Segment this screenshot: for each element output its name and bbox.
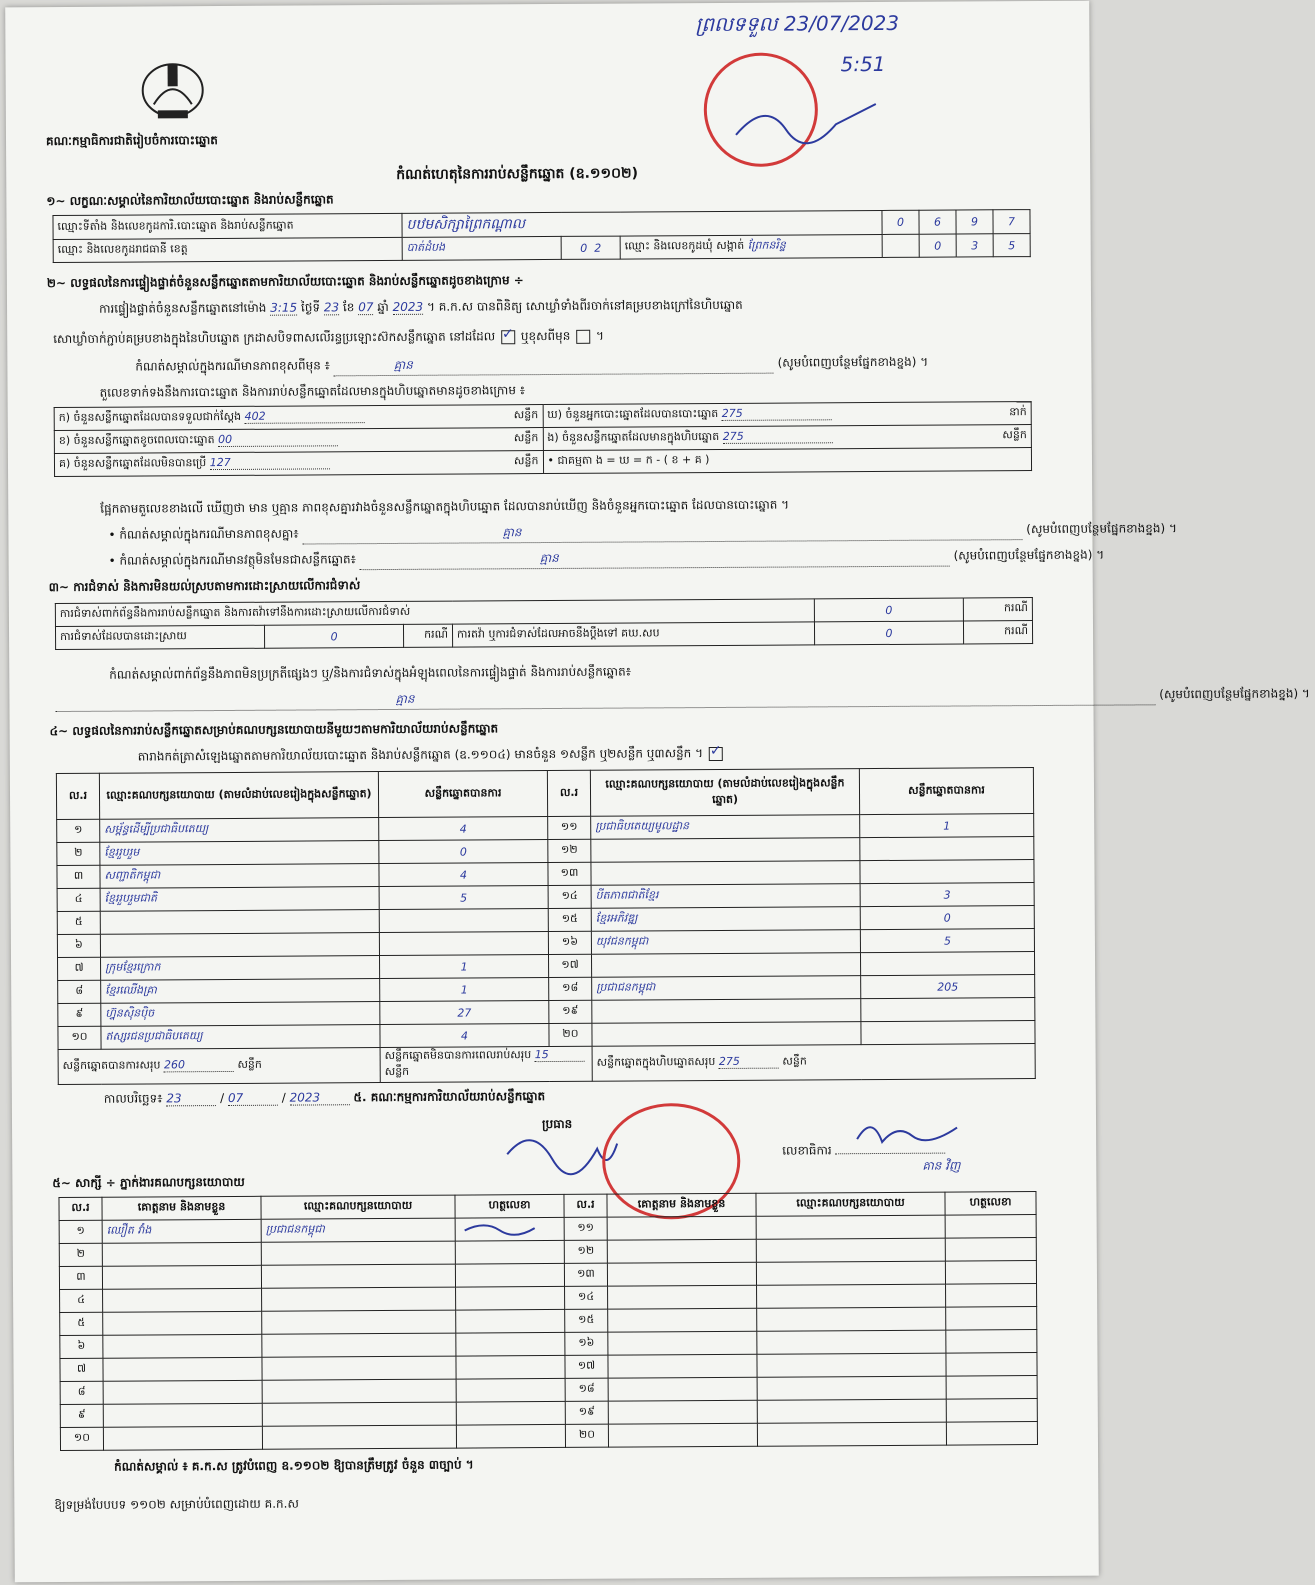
figure-d: ឃ) ចំនួនអ្នកបោះឆ្នោតដែលបានបោះឆ្នោត 275 នាក់: [543, 402, 1032, 428]
witness-row: ១ ឈឿត វាំង ប្រជាជនកម្ពុជា ១១: [59, 1215, 1036, 1244]
commune-cell: ឈ្មោះ និងលេខកូដឃុំ សង្កាត់ ព្រែកនរិន្ទ: [620, 234, 882, 259]
resolved-label: ការជំទាស់ដែលបានដោះស្រាយ: [55, 625, 264, 649]
commune-code-blank: [882, 234, 919, 257]
figure-formula: • ជាគម្មតា ង = ឃ = ក - ( ខ + គ ): [543, 448, 1032, 474]
w-col-party-r: ឈ្មោះគណបក្សនយោបាយ: [756, 1192, 945, 1216]
objections-table: [55, 597, 1033, 650]
secretary-name: គាន វិញ: [922, 1158, 961, 1173]
w-col-sign: ហត្ថលេខា: [455, 1194, 564, 1218]
figure-a: ក) ចំនួនសន្លឹកឆ្នោតដែលបានទទួលជាក់ស្តែង 402 សន្លឹក: [54, 405, 543, 431]
irregularity-note-line: គ្មាន (សូមបំពេញបន្ថែមផ្នែកខាងខ្នង) ។: [55, 685, 1310, 712]
received-time: 5:51: [840, 51, 886, 77]
committee-name: គណៈកម្មាធិការជាតិរៀបចំការបោះឆ្នោត: [45, 133, 218, 149]
station-label: ឈ្មោះទីតាំង និងលេខកូដការិ.បោះឆ្នោត និងរាប់សន្លឹកឆ្នោត: [53, 213, 402, 239]
w-col-no: ល.រ: [59, 1197, 102, 1220]
witness-row: ២ ១២: [59, 1238, 1036, 1267]
station-code-4: 7: [993, 210, 1030, 234]
witness-row: ៨ ១៨: [60, 1376, 1037, 1405]
col-party-right: ឈ្មោះគណបក្សនយោបាយ (តាមលំដាប់លេខរៀងក្នុងសន្លឹកឆ្នោត): [590, 769, 859, 817]
party-row: ៤ ខ្មែររួបរួមជាតិ 5 ១៤ បីតភាពជាតិខ្មែរ 3: [57, 883, 1034, 912]
figure-e: ង) ចំនួនសន្លឹកឆ្នោតដែលមានក្នុងហិបឆ្នោត 275 សន្លឹក: [543, 425, 1032, 451]
station-name: បឋមសិក្សាព្រៃកណ្តាល: [402, 210, 882, 237]
resolved-unit: ករណី: [403, 624, 452, 647]
col-votes-left: សន្លឹកឆ្នោតបានការ: [378, 771, 547, 818]
col-votes-right: សន្លឹកឆ្នោតបានការ: [859, 768, 1033, 815]
verification-line-2: សោឃ្លាំចាក់ភ្ជាប់គម្របខាងក្នុងនៃហិបឆ្នោត ក្រដាសបិទពាសលើរន្ធប្រឡោះស៊កសន្លឹកឆ្នោត នៅដដែល ✓ ឬខុសពីមុន ។: [53, 328, 604, 349]
total-valid: សន្លឹកឆ្នោតបានការសរុប 260 សន្លឹក: [58, 1048, 380, 1085]
party-row: ១០ ឥស្សរជនប្រជាធិបតេយ្យ 4 ២០: [58, 1021, 1035, 1050]
figure-c: គ) ចំនួនសន្លឹកឆ្នោតដែលមិនបានប្រើ 127 សន្លឹក: [54, 451, 543, 477]
witness-row: ៩ ១៩: [60, 1399, 1037, 1428]
footer-note: ឱ្យទម្រង់បែបបទ ១១០២ សម្រាប់បំពេញដោយ គ.ក.ស: [54, 1496, 299, 1513]
w-col-no-r: ល.រ: [564, 1194, 607, 1217]
witness-row: ៣ ១៣: [59, 1261, 1036, 1290]
col-no-left: ល.រ: [56, 773, 99, 819]
section1-heading: ១~ លក្ខណៈសម្គាល់នៃការិយាល័យបោះឆ្នោត និងរាប់សន្លឹកឆ្នោត: [46, 192, 334, 209]
party-row: ១ សម្ព័ន្ធដើម្បីប្រជាធិបតេយ្យ 4 ១១ ប្រជាធិបតេយ្យមូលដ្ឋាន 1: [57, 814, 1034, 843]
totals-row: [58, 1044, 1035, 1085]
different-checkbox[interactable]: [576, 329, 590, 343]
station-identity-table: [52, 209, 1030, 263]
section5-heading: ៥~ សាក្សី ÷ ភ្នាក់ងារគណបក្សនយោបាយ: [52, 1174, 245, 1191]
province-name: បាត់ដំបង: [402, 236, 561, 260]
objection-value: 0: [814, 598, 963, 622]
tally-sheet-intro: តារាងកត់ត្រាសំឡេងឆ្នោតតាមការិយាល័យបោះឆ្នោត និងរាប់សន្លឹកឆ្នោត (ឧ.១១០៤) មានចំនួន ១សន្លឹក ឬ២សន្លឹក ឬ៣សន្លឹក ។ ✓: [138, 745, 725, 767]
signing-date: កាលបរិច្ឆេទ៖ 23 / 07 / 2023 ៥. គណៈកម្មការការិយាល័យរាប់សន្លឹកឆ្នោត: [103, 1089, 546, 1106]
station-code-2: 6: [919, 210, 956, 234]
w-col-sign-r: ហត្ថលេខា: [945, 1192, 1036, 1216]
party-results-table: [56, 767, 1036, 1085]
province-label: ឈ្មោះ និងលេខកូដរាជធានី ខេត្ត: [53, 237, 402, 262]
appeal-value: 0: [814, 621, 963, 645]
chair-label: ប្រធាន: [541, 1116, 573, 1132]
commune-code-2: 3: [956, 234, 993, 257]
secretary-label: លេខាធិការ: [782, 1142, 945, 1161]
ballot-figures-table: [54, 401, 1032, 477]
irregularity-note: កំណត់សម្គាល់ពាក់ព័ន្ធនឹងភាពមិនប្រក្រតីផ្សេងៗ ឬ/និងការជំទាស់ក្នុងអំឡុងពេលនៃការផ្ទៀងផ្ទាត់ និងការរាប់សន្លឹកឆ្នោត៖: [109, 664, 631, 682]
nec-logo: [133, 54, 211, 124]
document-title: កំណត់ហេតុនៃការរាប់សន្លឹកឆ្នោត (ឧ.១១០២): [396, 165, 639, 183]
signature-top: [726, 94, 886, 159]
station-code-1: 0: [882, 210, 919, 234]
col-party-left: ឈ្មោះគណបក្សនយោបាយ (តាមលំដាប់លេខរៀងក្នុងសន្លឹកឆ្នោត): [99, 772, 378, 820]
same-checkbox[interactable]: [501, 330, 515, 344]
province-code: 0 2: [561, 236, 620, 259]
witness-row: ៧ ១៧: [60, 1353, 1037, 1382]
appeal-label: ការតវ៉ា ឬការជំទាស់ដែលអាចនឹងប្តឹងទៅ គឃ.សប: [452, 622, 814, 647]
section2-heading: ២~ លទ្ធផលនៃការផ្ទៀងផ្ទាត់ចំនួនសន្លឹកឆ្នោតតាមការិយាល័យបោះឆ្នោត និងរាប់សន្លឹកឆ្នោតដូចខាងក្រោម ÷: [46, 273, 524, 291]
witness-row: ៦ ១៦: [60, 1330, 1037, 1359]
secretary-signature: [852, 1114, 962, 1159]
received-note: ព្រលទទួល 23/07/2023: [695, 10, 900, 37]
appeal-unit: ករណី: [963, 621, 1032, 644]
party-row: ២ ខ្មែររួបរួម 0 ១២: [57, 837, 1034, 866]
w-col-name: គោត្តនាម និងនាមខ្លួន: [102, 1196, 261, 1220]
figures-intro: តួលេខទាក់ទងនឹងការបោះឆ្នោត និងការរាប់សន្លឹកឆ្នោតដែលមានក្នុងហិបឆ្នោតមានដូចខាងក្រោម ៖: [99, 383, 526, 400]
resolved-value: 0: [264, 624, 403, 648]
party-row: ៣ សញ្ជាតិកម្ពុជា 4 ១៣: [57, 860, 1034, 889]
col-no-right: ល.រ: [547, 770, 590, 816]
witness-signature: [460, 1220, 540, 1236]
commune-code-1: 0: [919, 234, 956, 257]
section4-heading: ៤~ លទ្ធផលនៃការរាប់សន្លឹកឆ្នោតសម្រាប់គណបក្សនយោបាយនីមួយៗតាមការិយាល័យរាប់សន្លឹកឆ្នោត: [49, 721, 499, 739]
total-in-box: សន្លឹកឆ្នោតក្នុងហិបឆ្នោតសរុប 275 សន្លឹក: [592, 1044, 1035, 1082]
w-col-name-r: គោត្តនាម និងនាមខ្លួន: [607, 1193, 756, 1217]
party-row: ៧ ក្រុមខ្មែរក្រោក 1 ១៧: [58, 952, 1035, 981]
party-row: ៥ ១៥ ខ្មែរអភិវឌ្ឍ 0: [57, 906, 1034, 935]
copies-note: កំណត់សម្គាល់ ៖ គ.ក.ស ត្រូវបំពេញ ឧ.១១០២ ឱ្យបានត្រឹមត្រូវ ចំនួន ៣ច្បាប់ ។: [114, 1457, 474, 1474]
commune-code-3: 5: [993, 234, 1030, 257]
witness-row: ៥ ១៥: [60, 1307, 1037, 1336]
objection-label: ការជំទាស់ពាក់ព័ន្ធនឹងការរាប់សន្លឹកឆ្នោត និងការតវ៉ាទៅនឹងការដោះស្រាយលើការជំទាស់: [55, 599, 814, 627]
party-row: ៨ ខ្មែរឈើងគ្រា 1 ១៨ ប្រជាជនកម្ពុជា 205: [58, 975, 1035, 1004]
witness-table: [58, 1191, 1038, 1451]
party-row: ៦ ១៦ យុវជនកម្ពុជា 5: [57, 929, 1034, 958]
party-row: ៩ ហ្វ៊ុនស៊ិនប៉ិច 27 ១៩: [58, 998, 1035, 1027]
total-invalid: សន្លឹកឆ្នោតមិនបានការពេលរាប់សរុប 15 សន្លឹក: [380, 1046, 592, 1082]
station-code-3: 9: [956, 210, 993, 234]
witness-row: ១០ ២០: [60, 1422, 1037, 1451]
seal-note: កំណត់សម្គាល់ក្នុងករណីមានភាពខុសពីមុន ៖ គ្មាន (សូមបំពេញបន្ថែមផ្នែកខាងខ្នង) ។: [135, 353, 1025, 377]
difference-note: • កំណត់សម្គាល់ក្នុងករណីមានភាពខុសគ្នា៖ គ្មាន (សូមបំពេញបន្ថែមផ្នែកខាងខ្នង) ។: [108, 520, 1177, 546]
verification-line-1: ការផ្ទៀងផ្ទាត់ចំនួនសន្លឹកឆ្នោតនៅម៉ោង 3:15 ថ្ងៃទី 23 ខែ 07 ឆ្នាំ 2023 ។ គ.ក.ស បានពិនិត្យ សោឃ្លាំទាំងពីរចាក់នៅគម្របខាងក្រៅនៃហិបឆ្នោត: [98, 297, 743, 316]
three-sheet-checkbox[interactable]: [709, 746, 723, 760]
figure-b: ខ) ចំនួនសន្លឹកឆ្នោតខូចពេលបោះឆ្នោត 00 សន្លឹក: [54, 428, 543, 454]
witness-row: ៤ ១៤: [60, 1284, 1037, 1313]
section3-heading: ៣~ ការជំទាស់ និងការមិនយល់ស្របតាមការដោះស្រាយលើការជំទាស់: [48, 578, 361, 595]
difference-line: ផ្អែកតាមតួលេខខាងលើ ឃើញថា មាន ឬគ្មាន ភាពខុសគ្នារវាងចំនួនសន្លឹកឆ្នោតក្នុងហិបឆ្នោត ដែលបានរាប់ឃើញ និងចំនួនអ្នកបោះឆ្នោត ដែលបានបោះឆ្នោត ។: [100, 497, 790, 516]
document-page: [5, 1, 1310, 1583]
object-note: • កំណត់សម្គាល់ក្នុងករណីមានវត្ថុមិនមែនជាសន្លឹកឆ្នោត៖ គ្មាន (សូមបំពេញបន្ថែមផ្នែកខាងខ្នង) ។: [109, 547, 1105, 572]
objection-unit: ករណី: [963, 598, 1032, 621]
w-col-party: ឈ្មោះគណបក្សនយោបាយ: [261, 1195, 455, 1219]
